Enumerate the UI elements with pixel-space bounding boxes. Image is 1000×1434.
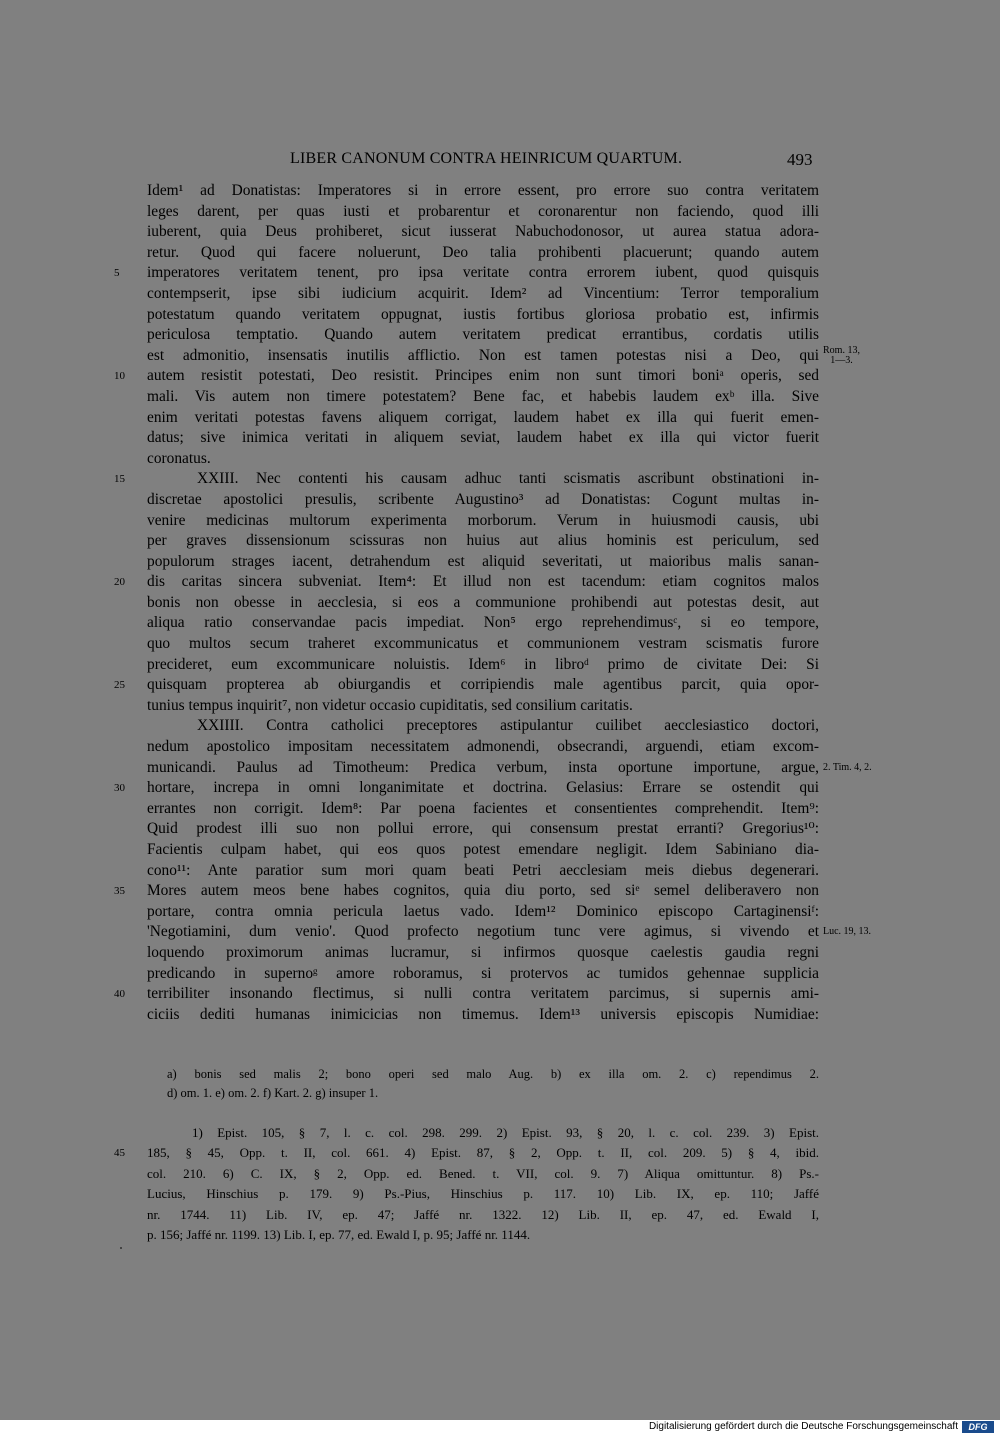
- page-number: 493: [787, 150, 813, 169]
- text-line: portare, contra omnia pericula laetus vado. Idem¹² Dominico episcopo Cartaginensiᶠ:: [147, 902, 819, 920]
- text-line: 10 autem resistit potestati, Deo resistit. Principes enim non sunt timori boniᵃ operis, sed: [147, 366, 819, 387]
- line-number: 40: [114, 988, 125, 1001]
- text-line: XXIIII. Contra catholici preceptores astipulantur cuilibet aecclesiastico doctori,: [197, 717, 819, 735]
- critical-apparatus: [167, 1065, 819, 1103]
- text-line: populorum strages iacent, detrahendum est aliquid severitati, ut maioribus malis sanan-: [147, 552, 819, 570]
- apparatus-line: d) om. 1. e) om. 2. f) Kart. 2. g) insuper 1.: [167, 1086, 379, 1100]
- text-line: Quid prodest illi suo non pollui errore, qui consensum prestat erranti? Gregorius¹⁰:: [147, 820, 819, 838]
- text-line: Facientis culpam habet, qui eos quos potest emendare negligit. Idem Sabiniano dia-: [147, 841, 819, 858]
- text-line: coronatus.: [147, 449, 211, 467]
- text-line: 'Negotiamini, dum venio'. Quod profecto negotium tunc vere agimus, si vivendo et Luc. 19, 13.: [147, 923, 872, 941]
- funding-credit: Digitalisierung gefördert durch die Deutsche Forschungsgemeinschaft: [648, 1421, 958, 1432]
- text-line: 25 quisquam propterea ab obiurgandis et corripiendis male agentibus parcit, quia opor-: [147, 675, 819, 696]
- text-line: 15 XXIII. Nec contenti his causam adhuc tanti scismatis ascribunt obstinationi in-: [147, 469, 819, 490]
- margin-note: Rom. 13, 1—3.: [823, 344, 860, 366]
- text-line: est admonitio, insensatis inutilis afflictio. Non est tamen potestas nisi a Deo, qui Rom. 13, 1—3.: [147, 344, 860, 366]
- apparatus-line: a) bonis sed malis 2; bono operi sed malo Aug. b) ex illa om. 2. c) rependimus 2.: [167, 1067, 819, 1081]
- text-line: mali. Vis autem non timere potestatem? Bene fac, et habebis laudem exᵇ illa. Sive: [147, 387, 819, 405]
- footnote-line: col. 210. 6) C. IX, § 2, Opp. ed. Bened. t. VII, col. 9. 7) Aliqua omittuntur. 8) Ps.-: [147, 1165, 819, 1181]
- line-number: 15: [114, 473, 125, 486]
- line-number: 10: [114, 370, 125, 383]
- text-line: quo multos secum traheret excommunicatus et communionem vestram scismatis furore: [147, 635, 819, 653]
- line-number: 20: [114, 576, 125, 589]
- footnote-line: Lucius, Hinschius p. 179. 9) Ps.-Pius, Hinschius p. 117. 10) Lib. IX, ep. 110; Jaffé: [147, 1186, 819, 1202]
- text-line: 30 hortare, increpa in omni longanimitate et doctrina. Gelasius: Errare se ostendit qui: [147, 778, 819, 799]
- text-line: tunius tempus inquirit⁷, non videtur occasio cupiditatis, sed consilium caritatis.: [147, 696, 633, 714]
- text-line: municandi. Paulus ad Timotheum: Predica verbum, insta oportune importune, argue, 2. Tim. 4, 2.: [147, 758, 872, 776]
- text-line: datus; sive inimica veritati in aliquem seviat, laudem habet ex illa qui victor fuerit: [147, 429, 819, 447]
- line-number: 45: [114, 1147, 125, 1160]
- text-line: aliqua ratio conservandae pacis impediat. Non⁵ ergo reprehendimusᶜ, si eo tempore,: [147, 614, 819, 632]
- text-line: per graves dissensionum scissuras non huius aut alius hominis est periculum, sed: [147, 532, 819, 550]
- text-line: cono¹¹: Ante paratior sum mori quam beati Petri aecclesiam meis diebus degenerari.: [147, 861, 819, 879]
- text-line: discretae apostolici presulis, scribente Augustino³ ad Donatistas: Cogunt multas in-: [147, 490, 819, 508]
- dfg-logo: DFG: [962, 1421, 994, 1433]
- footnote-line: 45 185, § 45, Opp. t. II, col. 661. 4) Epist. 87, § 2, Opp. t. II, col. 209. 5) § 4, ibid.: [147, 1143, 819, 1163]
- margin-note: Luc. 19, 13.: [823, 926, 872, 938]
- text-line: errantes non corrigit. Idem⁸: Par poena facientes et consentientes comprehendit. Item⁹:: [147, 799, 819, 817]
- footnote-line: p. 156; Jaffé nr. 1199. 13) Lib. I, ep. 77, ed. Ewald I, p. 95; Jaffé nr. 1144.: [147, 1226, 531, 1242]
- text-line: Idem¹ ad Donatistas: Imperatores si in errore essent, pro errore suo contra veritatem: [147, 182, 819, 199]
- text-line: periculosa temptatio. Quando autem veritatem predicat errantibus, cordatis utilis: [147, 326, 819, 344]
- line-number: 5: [114, 267, 120, 280]
- text-line: 20 dis caritas sincera subveniat. Item⁴: Et illud non est tacendum: etiam cognitos malos: [147, 572, 819, 593]
- scan-speck: [120, 1247, 122, 1249]
- text-line: precideret, eum excommunicare noluistis. Idem⁶ in libroᵈ primo de civitate Dei: Si: [147, 655, 819, 673]
- text-line: iuberent, quia Deus prohiberet, sicut iusserat Nabuchodonosor, ut aurea statua adora-: [147, 223, 819, 241]
- text-line: nedum apostolico impositam necessitatem admonendi, obsecrandi, arguendi, etiam excom-: [147, 738, 819, 756]
- text-line: 5 imperatores veritatem tenent, pro ipsa veritate contra errorem iubent, quod quisquis: [147, 263, 819, 284]
- text-line: contempserit, ipse sibi iudicium acquirit. Idem² ad Vincentium: Terror temporalium: [147, 284, 819, 302]
- line-number: 35: [114, 885, 125, 898]
- line-number: 25: [114, 679, 125, 692]
- text-line: 40 terribiliter insonando flectimus, si nulli contra veritatem parcimus, si supernis ami-: [147, 984, 819, 1005]
- text-line: retur. Quod qui facere noluerunt, Deo talia prohibenti placuerunt; quando autem: [147, 243, 819, 261]
- footnote-line: nr. 1744. 11) Lib. IV, ep. 47; Jaffé nr. 1322. 12) Lib. II, ep. 47, ed. Ewald I,: [147, 1206, 819, 1222]
- text-line: loquendo proximorum animas lucramur, si infirmos quosque caelestis gaudia regni: [147, 943, 819, 961]
- text-line: potestatum quando veritatem oppugnat, iustis fortibus gloriosa probatio est, infirmis: [147, 305, 819, 323]
- footnote-line: 1) Epist. 105, § 7, l. c. col. 298. 299. 2) Epist. 93, § 20, l. c. col. 239. 3) Epist.: [192, 1125, 819, 1140]
- text-line: leges darent, per quas iusti et probarentur et coronarentur non faciendo, quod illi: [147, 202, 819, 220]
- running-title: LIBER CANONUM CONTRA HEINRICUM QUARTUM.: [290, 150, 683, 167]
- source-footnotes: [114, 1123, 819, 1245]
- main-text: [114, 181, 872, 1025]
- text-line: enim veritati potestas favens aliquem corrigat, laudem habet ex illa qui fuerit emen-: [147, 408, 819, 426]
- margin-note: 2. Tim. 4, 2.: [823, 761, 872, 773]
- line-number: 30: [114, 782, 125, 795]
- text-line: 35 Mores autem meos bene habes cognitos, quia diu porto, sed siᵉ semel deliberavero non: [147, 881, 819, 902]
- text-line: ciciis dediti humanas inimicicias non timemus. Idem¹³ universis episcopis Numidiae:: [147, 1005, 819, 1023]
- text-line: bonis non obesse in aecclesia, si eos a communione prohibendi aut potestas desit, aut: [147, 593, 819, 611]
- text-line: predicando in supernoᵍ amore roboramus, si protervos ac tumidos gehennae supplicia: [147, 964, 819, 982]
- text-line: venire medicinas multorum experimenta morborum. Verum in huiusmodi causis, ubi: [147, 511, 819, 529]
